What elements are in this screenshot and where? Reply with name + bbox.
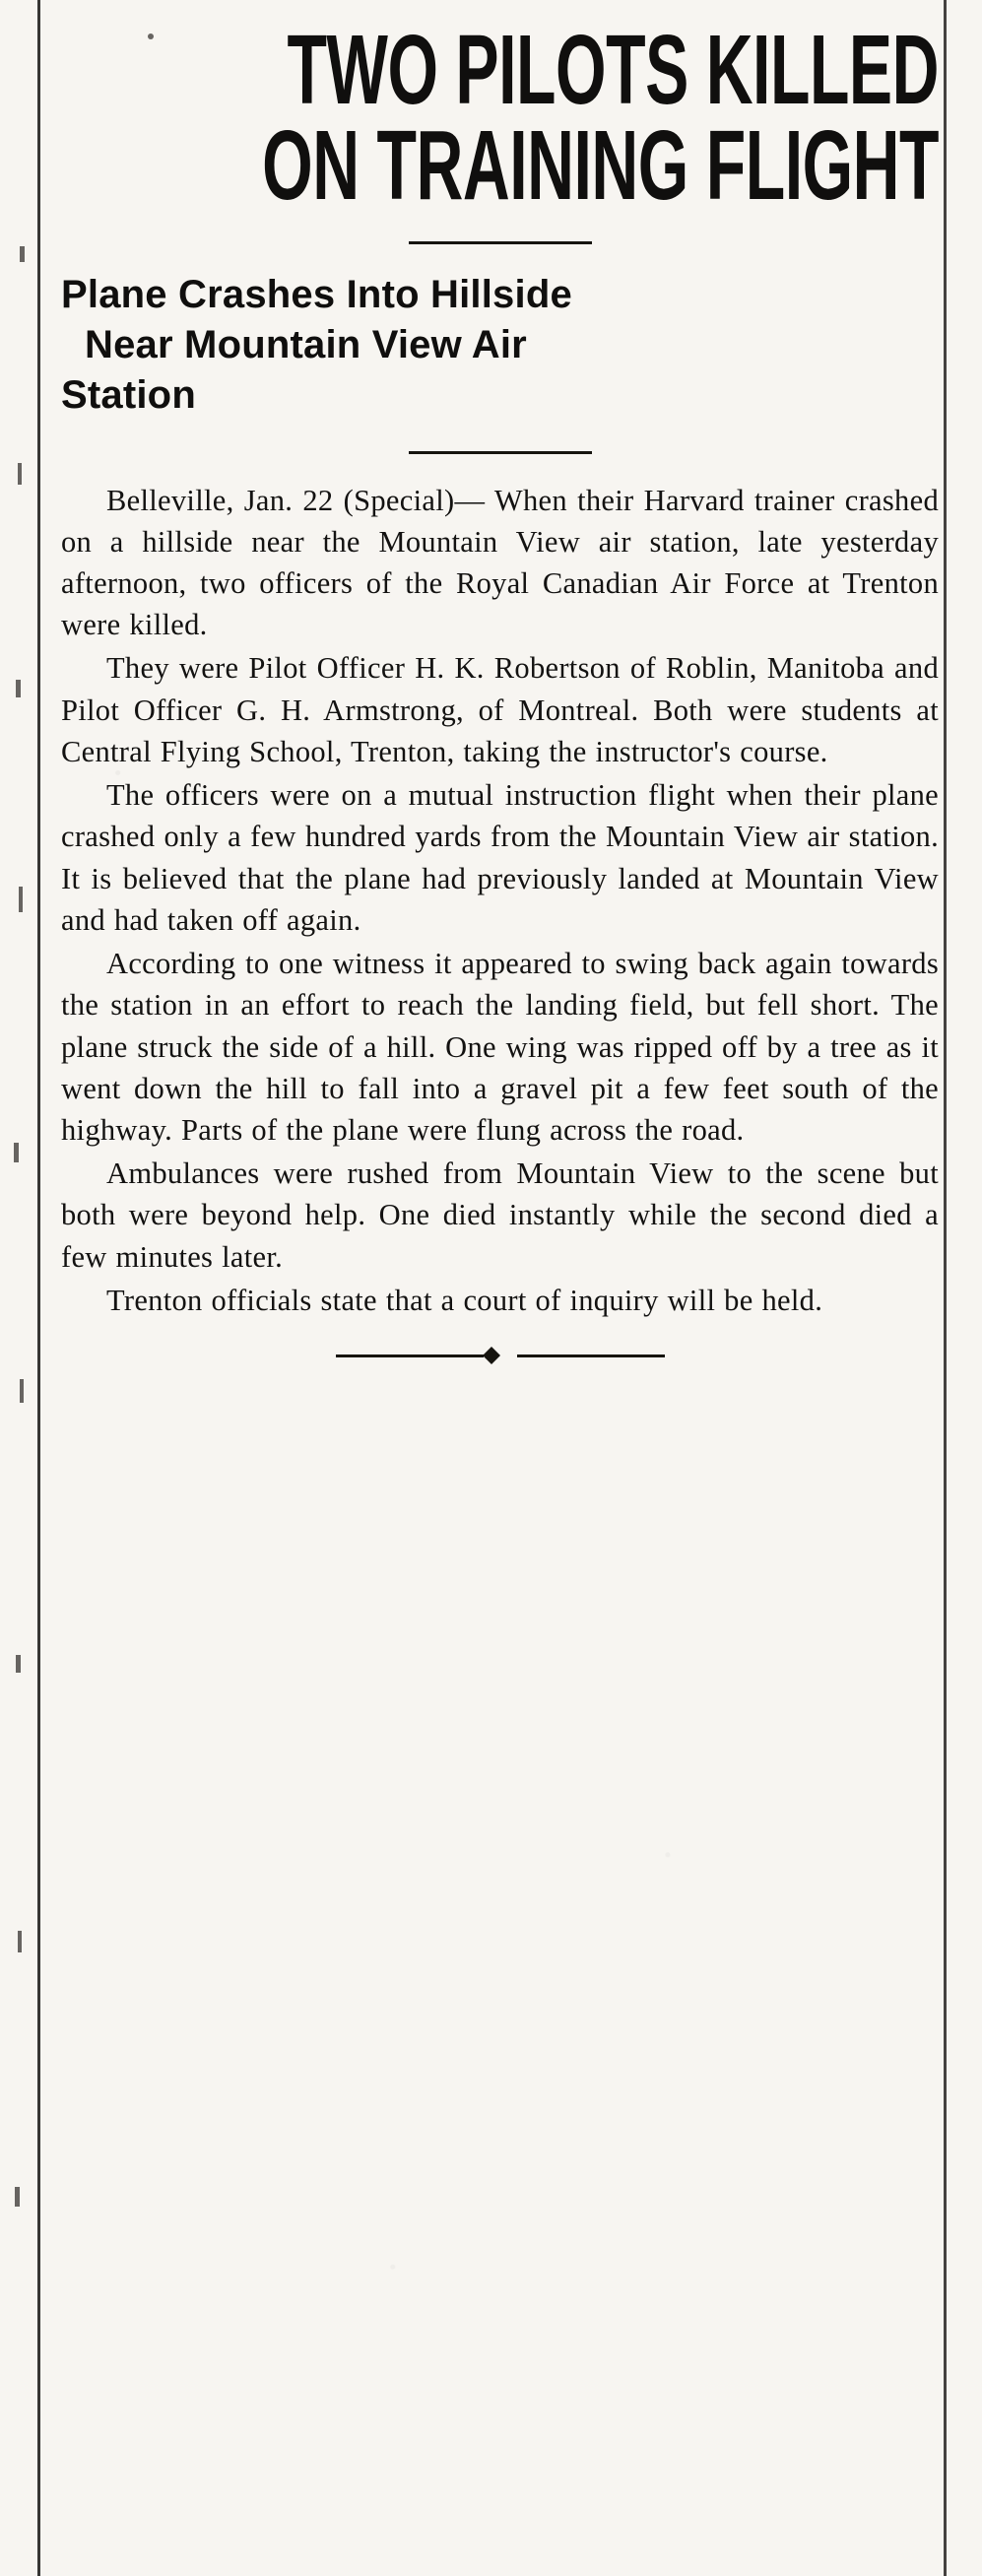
subheadline-line-1: Plane Crashes Into Hillside [61,272,572,316]
subheadline-line-3: Station [61,373,196,418]
end-ornament [61,1347,939,1364]
article-body [61,480,939,1322]
ornament-dash-right [517,1354,665,1357]
divider-rule-bottom [409,451,592,454]
subheadline-line-2: Near Mountain View Air [85,323,527,367]
divider-rule-top [409,241,592,244]
article-paragraph: Belleville, Jan. 22 (Special)— When their Harvard trainer crashed on a hillside near the Mountain View air station, late yesterday afternoon, two officers of the Royal Canadian Air Force at Trenton were killed. [61,483,939,642]
subheadline [61,270,939,422]
article-paragraph: They were Pilot Officer H. K. Robertson of Roblin, Manitoba and Pilot Officer G. H. Armstrong, of Montreal. Both were students at Central Flying School, Trenton, taking the instructor's course. [61,651,939,768]
headline-line-1: TWO PILOTS KILLED [287,15,939,125]
headline-line-2: ON TRAINING FLIGHT [262,110,939,222]
article-paragraph: According to one witness it appeared to swing back again towards the station in an effort to reach the landing field, but fell short. The plane struck the side of a hill. One wing was ripped off by a tree as it went down the hill to fall into a gravel pit a few feet south of the highway. Parts of the plane were flung across the road. [61,947,939,1148]
headline [61,15,939,222]
ornament-dash-left [336,1354,484,1357]
article-paragraph: Ambulances were rushed from Mountain View to the scene but both were beyond help. One died instantly while the second died a few minutes later. [61,1156,939,1274]
article-paragraph: The officers were on a mutual instruction flight when their plane crashed only a few hundred yards from the Mountain View air station. It is believed that the plane had previously landed at Mountain View and had taken off again. [61,778,939,937]
article-paragraph: Trenton officials state that a court of inquiry will be held. [106,1283,823,1317]
diamond-icon [491,1347,509,1364]
